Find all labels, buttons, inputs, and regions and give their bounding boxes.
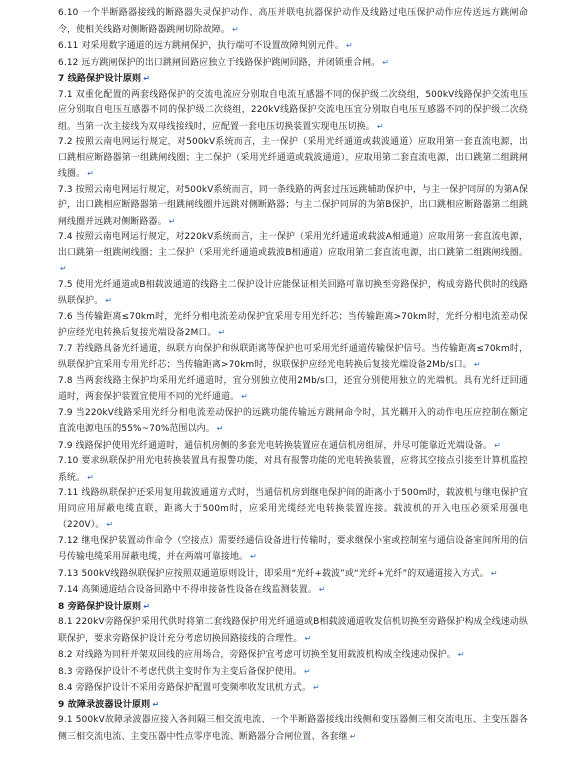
paragraph-text: 8.1 220kV旁路保护采用代供时将第二套线路保护用光纤通道或B相载波通道收发信机切换至旁路保护构成全线速动纵联保护，要求旁路保护设计充分考虑切换回路接线的合理性。 [58, 617, 528, 644]
paragraph-mark-icon: ↵ [232, 24, 239, 34]
paragraph-text: 9.1 500kV故障录波器应接入各间隔三相交流电流、一个半断路器接线出线侧和变压器侧三相交流电压、主变压器各侧三相交流电流、主变压器中性点零序电流、断路器分合闸位置、各套继 [58, 715, 528, 742]
paragraph-mark-icon: ↵ [168, 216, 176, 226]
paragraph [58, 438, 528, 455]
paragraph-text: 7.9 当220kV线路采用光纤分相电流差动保护的远跳功能传输远方跳闸命令时，其光耦开入的动作电压应控制在额定直流电源电压的55%~70%范围以内。 [58, 407, 528, 434]
paragraph-text: 8 旁路保护设计原则 [58, 601, 142, 612]
paragraph [58, 88, 528, 136]
paragraph-text: 7 线路保护设计原则 [58, 74, 142, 84]
paragraph-text: 7.1 双重化配置的两套线路保护的交流电流应分别取自电流互感器不同的保护级二次绕组，500kV线路保护交流电压应分别取自电压互感器不同的保护级二次绕组，220kV线路保护交流电压宜分别取自电压互感器不同的保护级二次绕组。当第一次主接线为双母线接线时，应配置一套电压切换装置实现电压切换。 [58, 89, 528, 132]
paragraph-mark-icon: ↵ [143, 601, 151, 611]
paragraph-text: 7.3 按照云南电网运行规定，对500kV系统而言，同一条线路的两套过压远跳辅助保护中，与主一保护同屏的为第A保护，出口跳相应断路器第一组跳闸线圈并远跳对侧断路器；与主二保护同屏的为第B保护，出口跳相应断路器第二组跳闸线圈并远跳对侧断路器。 [58, 184, 528, 227]
paragraph [58, 38, 528, 55]
paragraph [58, 615, 528, 647]
paragraph-text: 9 故障录波器设计原则 [58, 699, 151, 710]
paragraph-mark-icon: ↵ [304, 633, 312, 643]
paragraph-mark-icon: ↵ [349, 731, 357, 741]
paragraph-text: 7.11 线路纵联保护还采用复用载波通道方式时，当通信机房到继电保护间的距离小于500m时，载波机与继电保护宜用同应用屏蔽电缆直联，距离大于500m时，应采用光缆经光电转换装置连接。载波机的开入电压必须采用强电（220V）。 [58, 488, 528, 530]
paragraph-mark-icon: ↵ [376, 121, 384, 131]
paragraph [58, 183, 528, 231]
paragraph-mark-icon: ↵ [494, 440, 501, 450]
paragraph [58, 135, 528, 183]
paragraph [58, 406, 528, 438]
paragraph-mark-icon: ↵ [346, 41, 353, 50]
paragraph [58, 454, 528, 486]
paragraph [58, 566, 528, 583]
paragraph-mark-icon: ↵ [313, 683, 320, 692]
paragraph-mark-icon: ↵ [303, 666, 311, 676]
paragraph-text: 7.8 当两套线路主保护均采用光纤通道时，宜分别独立使用2Mb/s口，还宜分别使用独立的光端机。具有光纤迂回通道时，两套保护装置宜使用不同的光纤通道。 [58, 375, 528, 402]
paragraph-text: 7.7 若线路具备光纤通道，纵联方向保护和纵联距离等保护也可采用光纤通道传输保护信号。当传输距离≤70km时，纵联保护宜采用专用光纤芯；当传输距离>70km时，纵联保护应经光电转换后复接光端设备2Mb/s口。 [58, 343, 528, 370]
paragraph-text: 7.14 高频通道结合设备回路中不得串接备性设备在线监测装置。 [58, 585, 317, 595]
paragraph-text: 7.10 要求纵联保护用光电转换装置具有报警功能，对具有报警功能的光电转换装置，应将其空接点引接至计算机监控系统。 [58, 456, 528, 483]
section-heading [58, 599, 528, 616]
paragraph [58, 278, 528, 310]
paragraph-text: 7.2 按照云南电网运行规定，对500kV系统而言，主一保护（采用光纤通道或载波通道）应取用第一套直流电源，出口跳相应断路器第一组跳闸线圈；主二保护（采用光纤通道或载波通道），应取用第二套直流电源，出口跳第二组跳闸线圈。 [58, 137, 528, 179]
paragraph [58, 342, 528, 374]
paragraph-mark-icon: ↵ [490, 568, 498, 578]
paragraph-text: 7.4 按照云南电网运行规定，对220kV系统而言，主一保护（采用光纤通道或载波A相通道）应取用第一套直流电源，出口跳第一组跳闸线圈；主二保护（采用光纤通道或载波B相通道）应取用第二套直流电源，出口跳第二组跳闸线圈。 [58, 232, 528, 258]
paragraph [58, 664, 528, 681]
paragraph-mark-icon: ↵ [473, 360, 481, 369]
paragraph-mark-icon: ↵ [218, 328, 226, 337]
paragraph [58, 310, 528, 342]
paragraph-text: 7.12 继电保护装置动作命令（空接点）需要经通信设备进行传输时，要求继保小室或控制室与通信设备室间所用的信号传输电缆采用屏蔽电缆，并在两端可靠接地。 [58, 535, 528, 562]
paragraph-mark-icon: ↵ [87, 169, 95, 178]
paragraph-text: 7.13 500kV线路纵联保护应按照双通道原则设计，即采用“光纤+载波”或“光纤+光纤”的双通道接入方式。 [58, 568, 489, 579]
document-page [58, 6, 528, 776]
paragraph [58, 230, 528, 278]
paragraph [58, 486, 528, 534]
paragraph-mark-icon: ↵ [241, 392, 248, 401]
paragraph-mark-icon: ↵ [106, 520, 114, 529]
paragraph-text: 8.2 对线路为同杆并架双回线的应用场合，旁路保护宜考虑可切换至复用载波机构成全线速动保护。 [58, 650, 456, 660]
paragraph [58, 6, 528, 38]
paragraph-text: 7.9 线路保护使用光纤通道时，通信机房侧的多套光电转换装置应在通信机房组屏，并尽可能靠近光端设备。 [58, 440, 493, 451]
paragraph-mark-icon: ↵ [250, 552, 258, 561]
paragraph-mark-icon: ↵ [60, 264, 67, 273]
paragraph-text: 6.10 一个半断路器接线的断路器失灵保护动作、高压并联电抗器保护动作及线路过电压保护动作应传送远方跳闸命令，使相关线路对侧断路器跳闸切除故障。 [58, 8, 528, 35]
paragraph-mark-icon: ↵ [143, 74, 151, 83]
paragraph-text: 7.5 使用光纤通道或B相载波通道的线路主二保护设计应能保证相关回路可靠切换至旁路保护，构成旁路代供时的线路纵联保护。 [58, 279, 528, 306]
paragraph [58, 713, 528, 745]
paragraph-text: 8.4 旁路保护设计不采用旁路保护配置可变频率收发讯机方式。 [58, 683, 312, 693]
paragraph-mark-icon: ↵ [216, 424, 224, 433]
paragraph [58, 534, 528, 566]
paragraph [58, 680, 528, 697]
paragraph-mark-icon: ↵ [382, 57, 390, 67]
paragraph-text: 6.12 远方跳闸保护的出口跳闸回路应独立于线路保护跳闸回路，并闭锁重合闸。 [58, 57, 381, 68]
section-heading [58, 697, 528, 714]
paragraph [58, 647, 528, 664]
paragraph-mark-icon: ↵ [87, 472, 95, 482]
paragraph-mark-icon: ↵ [105, 296, 113, 305]
paragraph-mark-icon: ↵ [318, 585, 326, 594]
paragraph-mark-icon: ↵ [457, 650, 465, 659]
paragraph-text: 6.11 对采用数字通道的远方跳闸保护，执行端可不设置故障判别元件。 [58, 41, 345, 51]
paragraph-text: 7.6 当传输距离≤70km时，光纤分相电流差动保护宜采用专用光纤芯；当传输距离>70km时，光纤分相电流差动保护应经光电转换后复接光端设备2M口。 [58, 311, 528, 338]
paragraph [58, 582, 528, 599]
paragraph [58, 55, 528, 72]
paragraph-mark-icon: ↵ [152, 699, 160, 709]
paragraph-text: 8.3 旁路保护设计不考虑代供主变时作为主变后备保护使用。 [58, 666, 302, 677]
section-heading [58, 71, 528, 88]
paragraph [58, 374, 528, 406]
